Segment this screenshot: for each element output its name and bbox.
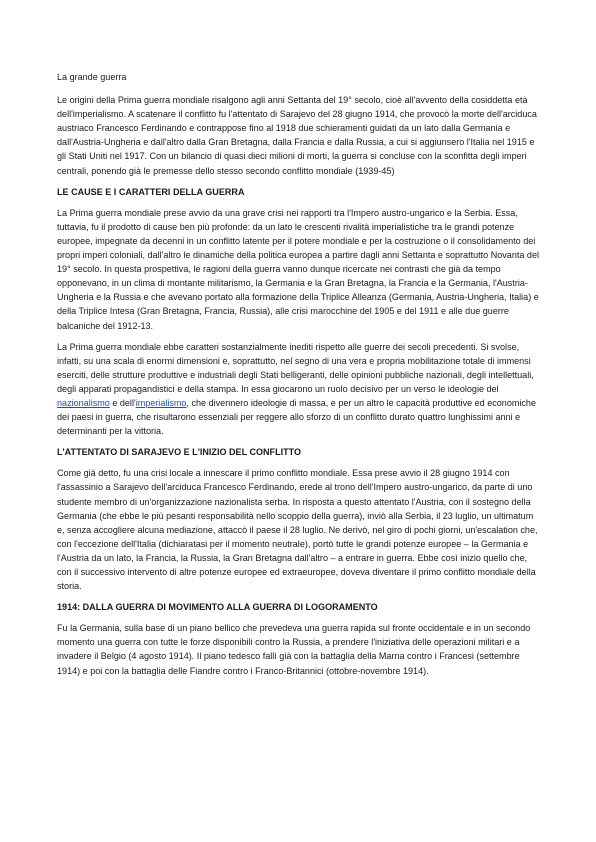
document-page	[57, 70, 543, 685]
war-1914-paragraph: Fu la Germania, sulla base di un piano bellico che prevedeva una guerra rapida sul fronte occidentale e in un secondo momento una guerra con tutte le forze disponibili contro la Russia, a prendere l'iniziativa delle operazioni militari e a invadere il Belgio (4 agosto 1914). Il piano tedesco fallì già con la battaglia della Marna contro i Francesi (settembre 1914) e poi con la battaglia delle Fiandre contro i Franco-Britannici (ottobre-novembre 1914).	[57, 623, 531, 676]
intro-paragraph: Le origini della Prima guerra mondiale risalgono agli anni Settanta del 19° secolo, cioè all'avvento della cosiddetta età dell'imperialismo. A scatenare il conflitto fu l'attentato di Sarajevo del 28 giugno 1914, che provocò la morte dell'arciduca austriaco Francesco Ferdinando e contrappose fino al 1918 due schieramenti guidati da un lato dalla Germania e dall'Austria-Ungheria e dall'altro dalla Gran Bretagna, dalla Francia e dalla Russia, a cui si aggiunsero l'Italia nel 1915 e gli Stati Uniti nel 1917. Con un bilancio di quasi dieci milioni di morti, la guerra si concluse con la sconfitta degli imperi centrali, ponendo già le premesse dello stesso secondo conflitto mondiale (1939-45)	[57, 95, 537, 176]
link-imperialismo[interactable]: imperialismo	[135, 397, 187, 408]
section-heading-sarajevo: L'ATTENTATO DI SARAJEVO E L'INIZIO DEL CONFLITTO	[57, 447, 302, 458]
section-heading-causes: LE CAUSE E I CARATTERI DELLA GUERRA	[57, 186, 245, 197]
text-span: , che divennero ideologie di massa, e per un altro le capacità produttive ed economiche dei paesi in guerra, che risultarono essenziali per reggere allo sforzo di un conflitto durato quattro lunghissimi anni e determinanti per la vittoria.	[57, 397, 536, 437]
causes-paragraph-2	[57, 340, 543, 439]
sarajevo-paragraph: Come già detto, fu una crisi locale a innescare il primo conflitto mondiale. Essa prese avvio il 28 giugno 1914 con l'assassinio a Sarajevo dell'arciduca Francesco Ferdinando, erede al trono dell'Impero austro-ungarico, da parte di uno studente membro di un'organizzazione nazionalista serba. In risposta a questo attentato l'Austria, con il sostegno della Germania (che ebbe le più pesanti responsabilità nello scoppio della guerra), inviò alla Serbia, il 23 luglio, un ultimatum e, senza accogliere alcuna mediazione, attaccò il paese il 28 luglio. Ne derivò, nel giro di pochi giorni, un'escalation che, con l'eccezione dell'Italia (dichiaratasi per il momento neutrale), portò tutte le grandi potenze europee – la Germania e l'Austria da un lato, la Francia, la Russia, la Gran Bretagna dall'altro – a entrare in guerra. Ebbe così inizio quello che, con il successivo intervento di altre potenze europee ed extraeuropee, doveva diventare il primo conflitto mondiale della storia.	[57, 468, 538, 592]
document-title: La grande guerra	[57, 72, 127, 82]
text-span: e dell'	[109, 397, 136, 408]
section-heading-1914: 1914: DALLA GUERRA DI MOVIMENTO ALLA GUERRA DI LOGORAMENTO	[57, 602, 378, 613]
causes-paragraph-1: La Prima guerra mondiale prese avvio da una grave crisi nei rapporti tra l'Impero austro-ungarico e la Serbia. Essa, tuttavia, fu il prodotto di cause ben più profonde: da un lato le crescenti rivalità imperialistiche tra le grandi potenze europee, impegnate da decenni in un conflitto latente per il potere mondiale e per la costruzione o il consolidamento dei propri imperi coloniali, dall'altro le dinamiche della politica europea a partire dagli anni Settanta e soprattutto Novanta del 19° secolo. In questa prospettiva, le ragioni della guerra vanno dunque ricercate nei contrasti che già da tempo opponevano, in un clima di montante militarismo, la Germania e la Gran Bretagna, la Francia e la Germania, l'Austria-Ungheria e la Russia e che avevano portato alla formazione della Triplice Alleanza (Germania, Austria-Ungheria, Italia) e della Triplice Intesa (Gran Bretagna, Francia, Russia), alle crisi marocchine del 1905 e del 1911 e alle due guerre balcaniche del 1912-13.	[57, 207, 539, 331]
text-span: La Prima guerra mondiale ebbe caratteri sostanzialmente inediti rispetto alle guerre dei secoli precedenti. Si svolse, infatti, su una scala di enormi dimensioni e, soprattutto, nel segno di una vera e propria mobilitazione totale di immensi eserciti, delle strutture produttive e industriali degli Stati belligeranti, delle opinioni pubbliche nazionali, degli intellettuali, degli apparati propagandistici e della stampa. In essa giocarono un ruolo decisivo per un verso le ideologie del	[57, 341, 534, 394]
link-nazionalismo[interactable]: nazionalismo	[57, 397, 110, 408]
